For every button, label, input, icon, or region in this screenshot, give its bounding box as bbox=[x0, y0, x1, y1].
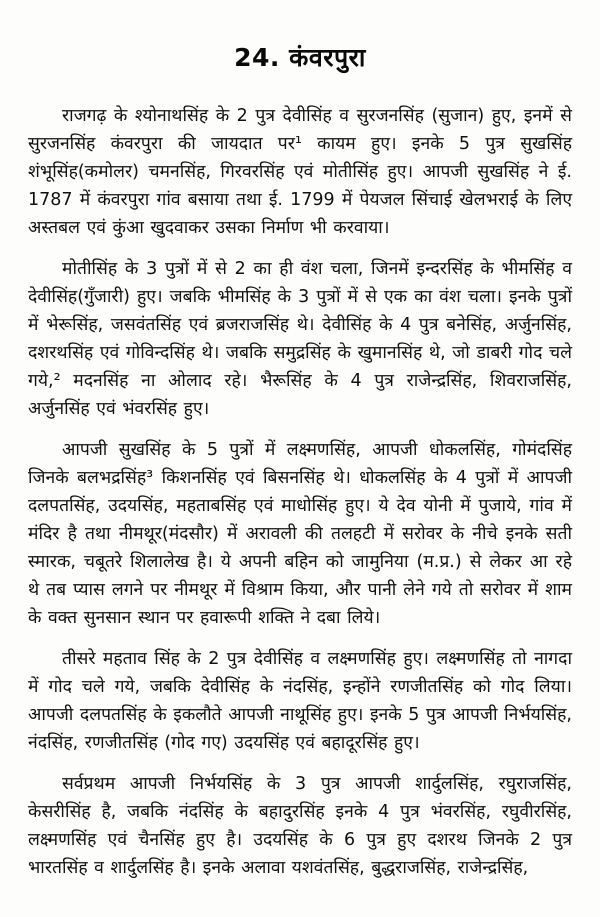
paragraph: राजगढ़ के श्योनाथसिंह के 2 पुत्र देवीसिंह व सुरजनसिंह (सुजान) हुए, इनमें से सुरजनसिंह कंवरपुरा की जायदात पर¹ कायम हुए। इनके 5 पुत्र सुखसिंह शंभूसिंह(कमोलर) चमनसिंह, गिरवरसिंह एवं मोतीसिंह हुए। आपजी सुखसिंह ने ई. 1787 में कंवरपुरा गांव बसाया तथा ई. 1799 में पेयजल सिंचाई खेलभराई के लिए अस्तबल एवं कुंआ खुदवाकर उसका निर्माण भी करवाया। bbox=[28, 106, 572, 238]
body-text bbox=[28, 102, 572, 882]
paragraph: सर्वप्रथम आपजी निर्भयसिंह के 3 पुत्र आपजी शार्दुलसिंह, रघुराजसिंह, केसरीसिंह है, जबकि नंदसिंह के बहादुरसिंह इनके 4 पुत्र भंवरसिंह, रघुवीरसिंह, लक्ष्मणसिंह एवं चैनसिंह हुए है। उदयसिंह के 6 पुत्र हुए दशरथ जिनके 2 पुत्र भारतसिंह व शार्दुलसिंह है। इनके अलावा यशवंतसिंह, बुद्धराजसिंह, राजेन्द्रसिंह, bbox=[28, 774, 572, 878]
paragraph: तीसरे महताव सिंह के 2 पुत्र देवीसिंह व लक्ष्मणसिंह हुए। लक्ष्मणसिंह तो नागदा में गोद चले गये, जबकि देवीसिंह के नंदसिंह, इन्होंने रणजीतसिंह को गोद लिया। आपजी दलपतसिंह के इकलौते आपजी नाथूसिंह हुए। इनके 5 पुत्र आपजी निर्भयसिंह, नंदसिंह, रणजीतसिंह (गोद गए) उदयसिंह एवं बहादूरसिंह हुए। bbox=[28, 649, 572, 753]
paragraph: आपजी सुखसिंह के 5 पुत्रों में लक्ष्मणसिंह, आपजी धोकलसिंह, गोमंदसिंह जिनके बलभद्रसिंह³ किशनसिंह एवं बिसनसिंह थे। धोकलसिंह के 4 पुत्रों में आपजी दलपतसिंह, उदयसिंह, महताबसिंह एवं माधोसिंह हुए। ये देव योनी में पुजाये, गांव में मंदिर है तथा नीमथूर(मंदसौर) में अरावली की तलहटी में सरोवर के नीचे इनके सती स्मारक, चबूतरे शिलालेख है। ये अपनी बहिन को जामुनिया (म.प्र.) से लेकर आ रहे थे तब प्यास लगने पर नीमथूर में विश्राम किया, और पानी लेने गये तो सरोवर में शाम के वक्त सुनसान स्थान पर हवारूपी शक्ति ने दबा लिये। bbox=[28, 440, 572, 628]
page-title: 24. कंवरपुरा bbox=[234, 43, 366, 72]
paragraph: मोतीसिंह के 3 पुत्रों में से 2 का ही वंश चला, जिनमें इन्दरसिंह के भीमसिंह व देवीसिंह(गुँजारी) हुए। जबकि भीमसिंह के 3 पुत्रों में से एक का वंश चला। इनके पुत्रों में भेरूसिंह, जसवंतसिंह एवं ब्रजराजसिंह थे। देवीसिंह के 4 पुत्र बनेसिंह, अर्जुनसिंह, दशरथसिंह एवं गोविन्दसिंह थे। जबकि समुद्रसिंह के खुमानसिंह थे, जो डाबरी गोद चले गये,² मदनसिंह ना ओलाद रहे। भैरूसिंह के 4 पुत्र राजेन्द्रसिंह, शिवराजसिंह, अर्जुनसिंह एवं भंवरसिंह हुए। bbox=[28, 259, 572, 419]
